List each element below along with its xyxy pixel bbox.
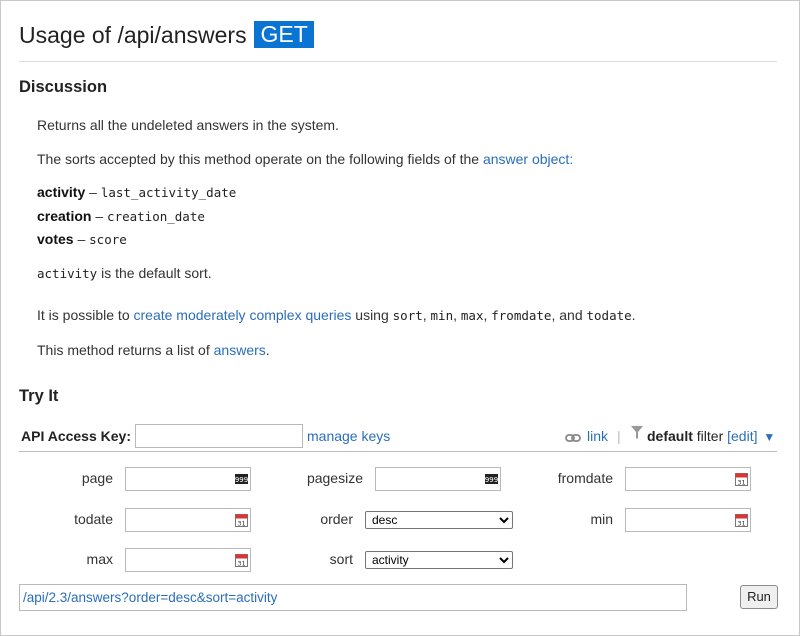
default-sort-note: activity is the default sort. [37, 265, 212, 281]
svg-text:31: 31 [737, 478, 746, 486]
calendar-icon[interactable] [735, 513, 748, 527]
page-header [19, 19, 777, 62]
filter-funnel-icon [631, 426, 643, 440]
discussion-heading: Discussion [19, 78, 108, 96]
min-label: min [590, 511, 613, 527]
calendar-icon[interactable] [735, 472, 748, 486]
svg-text:31: 31 [237, 559, 246, 567]
calendar-icon[interactable] [235, 513, 248, 527]
method-badge: GET [254, 21, 313, 48]
run-button[interactable]: Run [740, 585, 778, 609]
sort-label: sort [329, 551, 353, 567]
complex-queries-note: It is possible to create moderately complex queries using sort, min, max, fromdate, and todate. [37, 307, 636, 323]
complex-queries-link[interactable]: create moderately complex queries [133, 307, 352, 323]
filter-name: default [647, 428, 693, 444]
page-title: Usage of /api/answers [19, 22, 247, 48]
svg-text:31: 31 [737, 519, 746, 527]
api-key-row [19, 424, 777, 450]
sorts-description: The sorts accepted by this method operate on the following fields of the answer object: [37, 151, 574, 167]
filter-label: default filter [edit] ▼ [647, 428, 776, 444]
numeric-spinner-icon[interactable] [235, 472, 248, 486]
pagesize-input[interactable] [375, 467, 501, 491]
min-input[interactable] [625, 508, 751, 532]
filter-edit-link[interactable]: [edit] [727, 428, 758, 444]
max-label: max [86, 551, 113, 567]
toolbar-divider: | [617, 428, 621, 444]
sort-field-creation: creation – creation_date [37, 208, 205, 224]
pagesize-label: pagesize [306, 470, 363, 486]
order-label: order [320, 511, 353, 527]
sort-field-activity: activity – last_activity_date [37, 184, 237, 200]
order-select[interactable] [365, 511, 513, 529]
svg-text:999: 999 [485, 476, 498, 484]
sort-field-votes: votes – score [37, 231, 127, 247]
description-text: Returns all the undeleted answers in the system. [37, 117, 339, 133]
try-it-heading: Try It [19, 387, 59, 405]
filter-dropdown-arrow[interactable]: ▼ [763, 430, 776, 444]
page-input[interactable] [125, 467, 251, 491]
sort-select[interactable] [365, 551, 513, 569]
numeric-spinner-icon[interactable] [485, 472, 498, 486]
permalink-link[interactable]: link [587, 428, 609, 444]
api-key-label: API Access Key: [21, 428, 131, 444]
fromdate-input[interactable] [625, 467, 751, 491]
max-input[interactable] [125, 548, 251, 572]
request-url-field[interactable]: /api/2.3/answers?order=desc&sort=activity [19, 584, 687, 611]
svg-text:31: 31 [237, 519, 246, 527]
calendar-icon[interactable] [235, 553, 248, 567]
answer-object-link[interactable]: answer object [482, 151, 570, 167]
page-label: page [81, 470, 113, 486]
todate-input[interactable] [125, 508, 251, 532]
todate-label: todate [74, 511, 113, 527]
svg-text:999: 999 [235, 476, 248, 484]
returns-note: This method returns a list of answers. [37, 342, 270, 358]
fromdate-label: fromdate [557, 470, 613, 486]
api-key-divider [19, 451, 777, 452]
link-chain-icon [565, 430, 581, 440]
manage-keys-link[interactable]: manage keys [307, 428, 391, 444]
api-key-input[interactable] [135, 424, 303, 448]
answers-link[interactable]: answers [213, 342, 266, 358]
